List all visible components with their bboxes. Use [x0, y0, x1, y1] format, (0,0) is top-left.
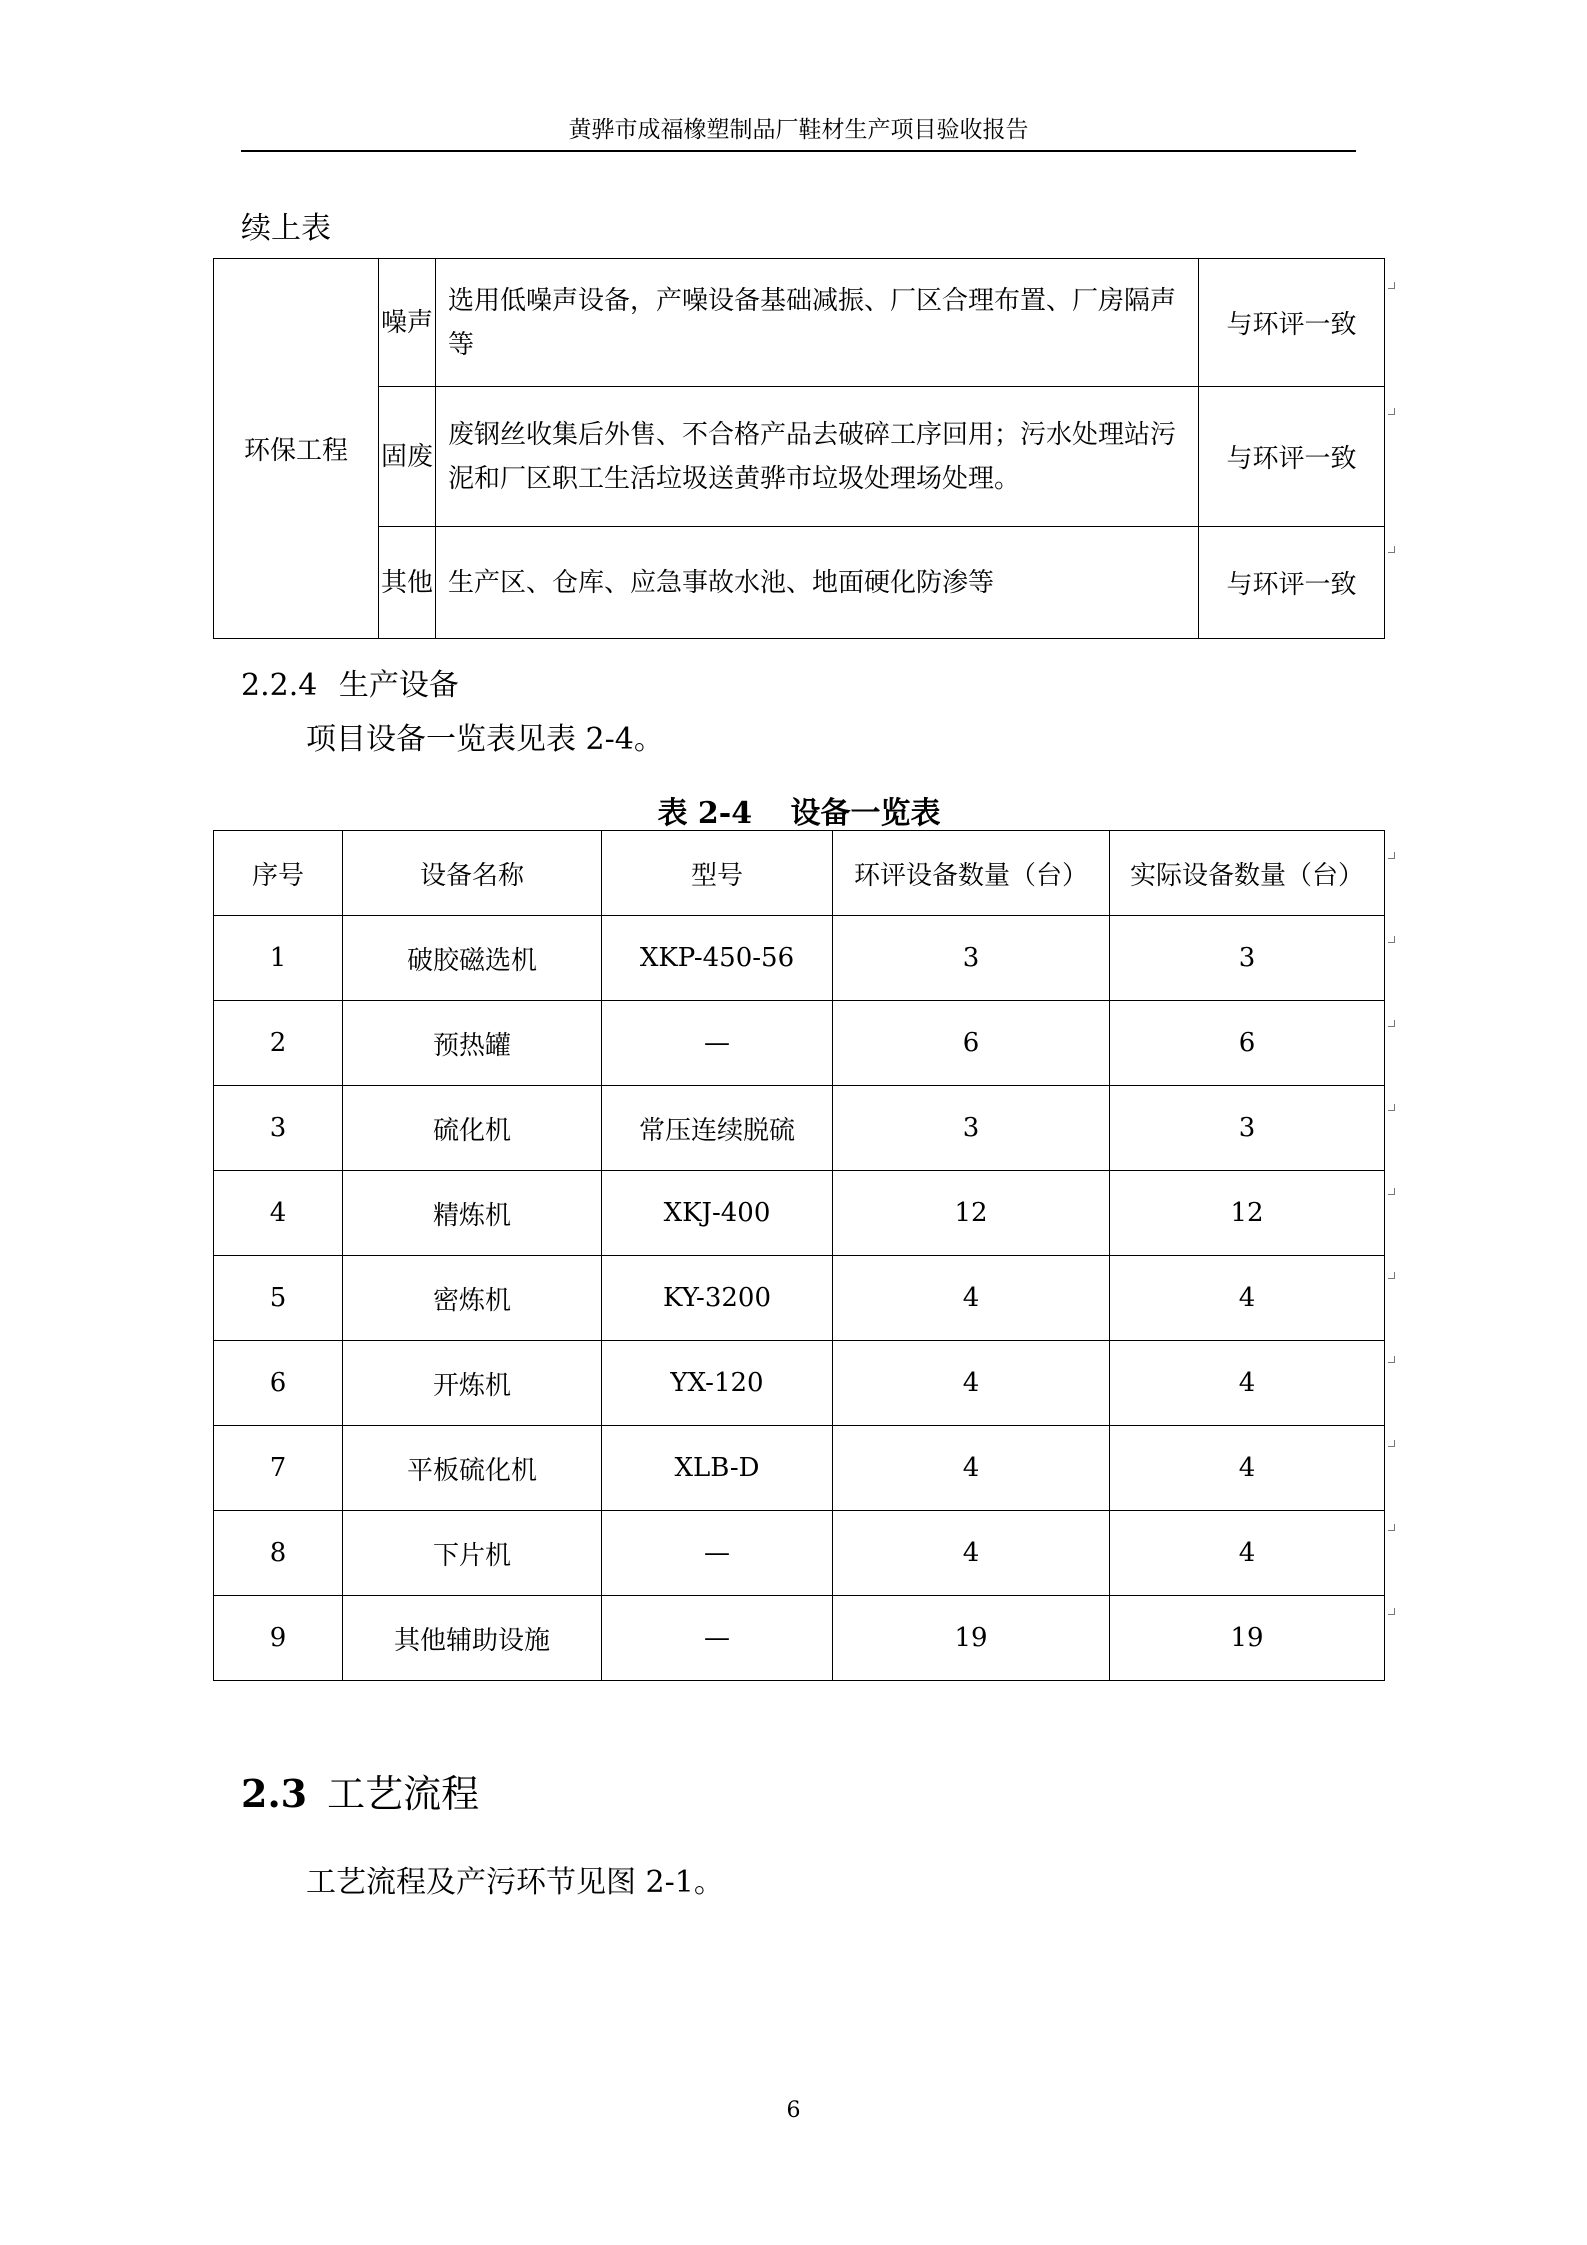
header-cell: 型号 — [602, 831, 833, 916]
section-heading-2-3 — [241, 1763, 479, 1818]
table-cell: 4 — [833, 1511, 1110, 1596]
caption-title: 设备一览表 — [790, 796, 941, 831]
table-cell: 4 — [214, 1171, 343, 1256]
paragraph-mark-icon — [1388, 546, 1395, 553]
table-cell: 4 — [1110, 1426, 1385, 1511]
paragraph-mark-icon — [1388, 1440, 1395, 1447]
paragraph-mark-icon — [1388, 1020, 1395, 1027]
table-cell: 1 — [214, 916, 343, 1001]
section-heading-2-2-4 — [241, 660, 459, 704]
table-cell: 其他辅助设施 — [343, 1596, 602, 1681]
paragraph-mark-icon — [1388, 1356, 1395, 1363]
content-cell: 废钢丝收集后外售、不合格产品去破碎工序回用；污水处理站污泥和厂区职工生活垃圾送黄骅市垃圾处理场处理。 — [436, 387, 1199, 527]
table-cell: 4 — [1110, 1511, 1385, 1596]
paragraph-mark-icon — [1388, 852, 1395, 859]
subcategory-cell: 其他 — [379, 527, 436, 639]
table-row — [214, 1001, 1385, 1086]
table-cell: 19 — [833, 1596, 1110, 1681]
table-cell: — — [602, 1001, 833, 1086]
table-row — [214, 1341, 1385, 1426]
content-cell: 生产区、仓库、应急事故水池、地面硬化防渗等 — [436, 527, 1199, 639]
table-row — [214, 259, 1385, 387]
table-cell: 9 — [214, 1596, 343, 1681]
section-number: 2.3 — [241, 1771, 308, 1816]
table-cell: 7 — [214, 1426, 343, 1511]
result-cell: 与环评一致 — [1199, 387, 1385, 527]
process-flow-paragraph: 工艺流程及产污环节见图 2-1。 — [306, 1865, 724, 1900]
table-cell: 3 — [1110, 1086, 1385, 1171]
paragraph-mark-icon — [1388, 1608, 1395, 1615]
table-cell: 4 — [833, 1341, 1110, 1426]
section-title: 生产设备 — [338, 668, 459, 703]
paragraph-mark-icon — [1388, 408, 1395, 415]
table-cell: 平板硫化机 — [343, 1426, 602, 1511]
section-title: 工艺流程 — [327, 1772, 480, 1816]
subcategory-cell: 噪声 — [379, 259, 436, 387]
page-header — [241, 110, 1356, 152]
table-cell: 2 — [214, 1001, 343, 1086]
table-row — [214, 1256, 1385, 1341]
table-cell: — — [602, 1596, 833, 1681]
content-cell: 选用低噪声设备，产噪设备基础减振、厂区合理布置、厂房隔声等 — [436, 259, 1199, 387]
table-cell: KY-3200 — [602, 1256, 833, 1341]
table-cell: XLB-D — [602, 1426, 833, 1511]
paragraph-mark-icon — [1388, 936, 1395, 943]
environmental-protection-table — [213, 258, 1385, 639]
table-cell: 破胶磁选机 — [343, 916, 602, 1001]
section-number: 2.2.4 — [241, 668, 318, 703]
paragraph-mark-icon — [1388, 1188, 1395, 1195]
table-cell: 5 — [214, 1256, 343, 1341]
header-cell: 环评设备数量（台） — [833, 831, 1110, 916]
table-cell: 下片机 — [343, 1511, 602, 1596]
table-cell: XKJ-400 — [602, 1171, 833, 1256]
table-cell: 6 — [1110, 1001, 1385, 1086]
table-header-row — [214, 831, 1385, 916]
table-cell: 3 — [1110, 916, 1385, 1001]
table-row — [214, 1086, 1385, 1171]
equipment-intro-paragraph: 项目设备一览表见表 2-4。 — [306, 722, 664, 757]
table-row — [214, 1596, 1385, 1681]
paragraph-mark-icon — [1388, 282, 1395, 289]
result-cell: 与环评一致 — [1199, 527, 1385, 639]
subcategory-cell: 固废 — [379, 387, 436, 527]
table-cell: 12 — [833, 1171, 1110, 1256]
header-cell: 实际设备数量（台） — [1110, 831, 1385, 916]
paragraph-mark-icon — [1388, 1272, 1395, 1279]
category-cell: 环保工程 — [214, 259, 379, 639]
table-row — [214, 1426, 1385, 1511]
result-cell: 与环评一致 — [1199, 259, 1385, 387]
table-cell: XKP-450-56 — [602, 916, 833, 1001]
table-cell: 19 — [1110, 1596, 1385, 1681]
equipment-table — [213, 830, 1385, 1681]
table-cell: 4 — [1110, 1256, 1385, 1341]
paragraph-mark-icon — [1388, 1524, 1395, 1531]
table-cell: 开炼机 — [343, 1341, 602, 1426]
table-cell: 6 — [214, 1341, 343, 1426]
table-cell: — — [602, 1511, 833, 1596]
header-cell: 序号 — [214, 831, 343, 916]
table-row — [214, 527, 1385, 639]
table-cell: 3 — [214, 1086, 343, 1171]
header-cell: 设备名称 — [343, 831, 602, 916]
table-cell: 4 — [1110, 1341, 1385, 1426]
table-cell: 预热罐 — [343, 1001, 602, 1086]
table-cell: 常压连续脱硫 — [602, 1086, 833, 1171]
paragraph-mark-icon — [1388, 1104, 1395, 1111]
table-cell: 4 — [833, 1426, 1110, 1511]
table-cell: 精炼机 — [343, 1171, 602, 1256]
table-cell: 8 — [214, 1511, 343, 1596]
table-cell: 密炼机 — [343, 1256, 602, 1341]
table-cell: 4 — [833, 1256, 1110, 1341]
table-row — [214, 1171, 1385, 1256]
header-title: 黄骅市成福橡塑制品厂鞋材生产项目验收报告 — [568, 117, 1029, 143]
table-cell: 3 — [833, 1086, 1110, 1171]
table-cell: 硫化机 — [343, 1086, 602, 1171]
table-caption — [213, 788, 1385, 832]
table-row — [214, 387, 1385, 527]
page-number: 6 — [786, 2098, 801, 2123]
table-cell: 3 — [833, 916, 1110, 1001]
caption-number: 表 2-4 — [657, 796, 753, 831]
table-cell: 6 — [833, 1001, 1110, 1086]
table-row — [214, 916, 1385, 1001]
continued-table-label: 续上表 — [241, 211, 331, 246]
table-cell: 12 — [1110, 1171, 1385, 1256]
table-row — [214, 1511, 1385, 1596]
table-cell: YX-120 — [602, 1341, 833, 1426]
